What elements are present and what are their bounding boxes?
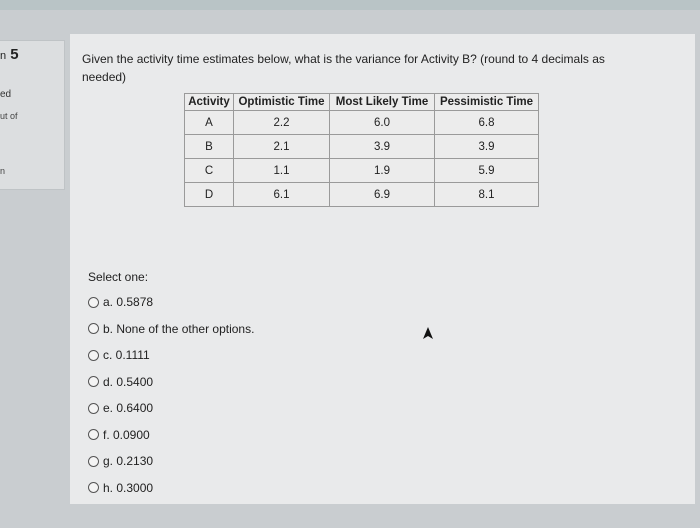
answer-option-e[interactable]	[88, 395, 254, 422]
mouse-cursor-icon	[422, 326, 434, 340]
radio-button[interactable]	[88, 482, 99, 493]
table-cell: 3.9	[330, 135, 435, 159]
table-cell: C	[185, 159, 234, 183]
top-bar	[0, 0, 700, 10]
answer-option-label: c. 0.1111	[103, 348, 150, 363]
table-cell: 2.2	[234, 111, 330, 135]
answer-option-b[interactable]	[88, 316, 254, 343]
table-row	[185, 159, 539, 183]
radio-button[interactable]	[88, 376, 99, 387]
radio-button[interactable]	[88, 429, 99, 440]
table-cell: 1.1	[234, 159, 330, 183]
answer-options	[88, 289, 254, 501]
table-cell: 8.1	[435, 183, 539, 207]
table-header-row	[185, 94, 539, 111]
table-cell: 6.0	[330, 111, 435, 135]
question-text: Given the activity time estimates below, what is the variance for Activity B? (round to 4 decimals as needed)	[82, 52, 605, 84]
answer-option-label: d. 0.5400	[103, 374, 154, 389]
answer-option-label: h. 0.3000	[103, 480, 154, 495]
table-cell: 3.9	[435, 135, 539, 159]
table-header-cell: Activity	[185, 94, 234, 111]
table-header-cell: Most Likely Time	[330, 94, 435, 111]
table-cell: A	[185, 111, 234, 135]
table-cell: 6.1	[234, 183, 330, 207]
table-row	[185, 111, 539, 135]
answer-option-label: b. None of the other options.	[103, 321, 255, 336]
radio-button[interactable]	[88, 323, 99, 334]
table-row	[185, 183, 539, 207]
question-panel	[70, 34, 695, 504]
answer-option-g[interactable]	[88, 448, 254, 475]
answer-option-h[interactable]	[88, 475, 254, 502]
answer-option-label: f. 0.0900	[103, 427, 150, 442]
table-cell: 1.9	[330, 159, 435, 183]
table-cell: B	[185, 135, 234, 159]
radio-button[interactable]	[88, 350, 99, 361]
activity-time-table	[184, 93, 539, 207]
flag-question-link[interactable]: n	[0, 166, 6, 176]
answer-option-f[interactable]	[88, 422, 254, 449]
question-marks: ut of	[0, 111, 18, 121]
answer-option-label: g. 0.2130	[103, 454, 154, 469]
select-one-label: Select one:	[88, 270, 149, 284]
table-cell: D	[185, 183, 234, 207]
answer-option-d[interactable]	[88, 369, 254, 396]
answer-option-label: e. 0.6400	[103, 401, 154, 416]
table-row	[185, 135, 539, 159]
question-number: n 5	[0, 46, 19, 63]
table-header-cell: Pessimistic Time	[435, 94, 539, 111]
answer-option-label: a. 0.5878	[103, 295, 154, 310]
answer-option-c[interactable]	[88, 342, 254, 369]
table-header-cell: Optimistic Time	[234, 94, 330, 111]
question-status: ed	[0, 89, 12, 100]
table-cell: 6.9	[330, 183, 435, 207]
radio-button[interactable]	[88, 456, 99, 467]
radio-button[interactable]	[88, 403, 99, 414]
table-cell: 5.9	[435, 159, 539, 183]
answer-option-a[interactable]	[88, 289, 254, 316]
table-cell: 6.8	[435, 111, 539, 135]
question-info-sidebar	[0, 40, 65, 190]
radio-button[interactable]	[88, 297, 99, 308]
table-cell: 2.1	[234, 135, 330, 159]
